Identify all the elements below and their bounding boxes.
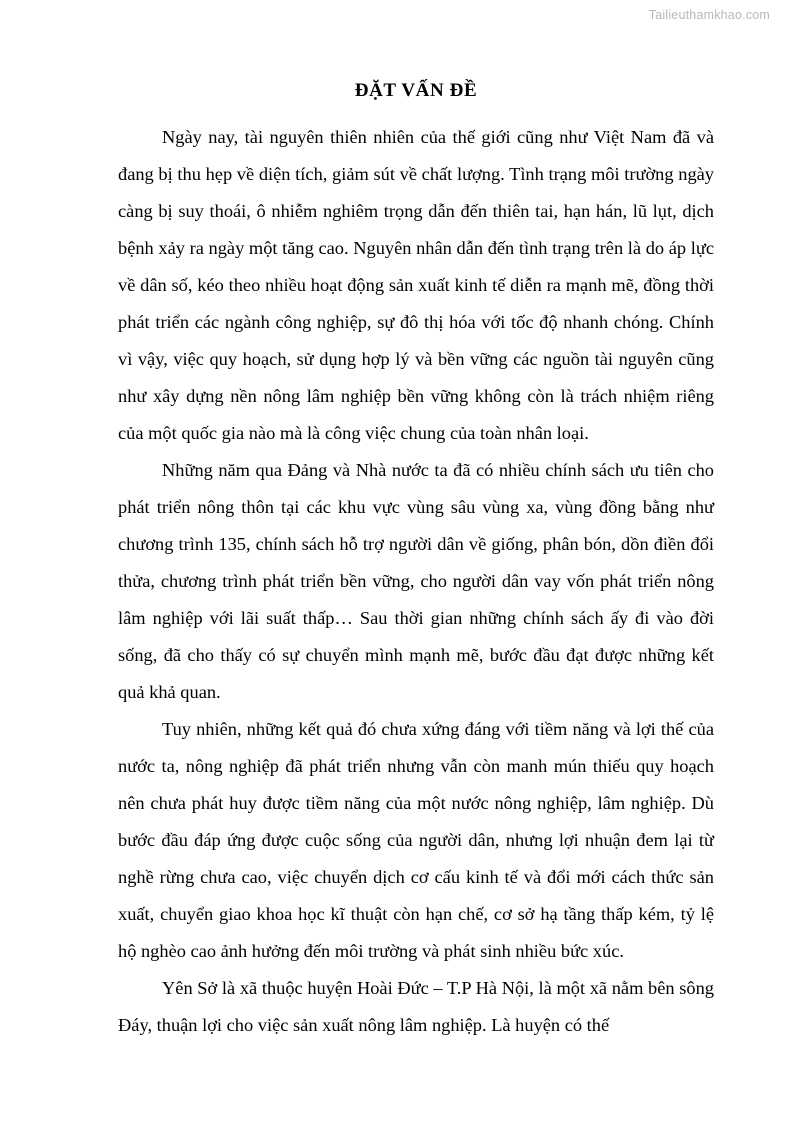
paragraph: Yên Sở là xã thuộc huyện Hoài Đức – T.P Hà Nội, là một xã nằm bên sông Đáy, thuận lợi cho việc sản xuất nông lâm nghiệp. Là huyện có thế (118, 977, 714, 1035)
paragraph: Tuy nhiên, những kết quả đó chưa xứng đáng với tiềm năng và lợi thế của nước ta, nông nghiệp đã phát triển nhưng vẫn còn manh mún thiếu quy hoạch nên chưa phát huy được tiềm năng của một nước nông nghiệp, lâm nghiệp. Dù bước đầu đáp ứng được cuộc sống của người dân, nhưng lợi nhuận đem lại từ nghề rừng chưa cao, việc chuyển dịch cơ cấu kinh tế và đổi mới cách thức sản xuất, chuyển giao khoa học kĩ thuật còn hạn chế, cơ sở hạ tầng thấp kém, tỷ lệ hộ nghèo cao ảnh hưởng đến môi trường và phát sinh nhiều bức xúc. (118, 718, 714, 961)
page-title: ĐẶT VẤN ĐỀ (354, 80, 478, 101)
paragraph: Ngày nay, tài nguyên thiên nhiên của thế giới cũng như Việt Nam đã và đang bị thu hẹp về diện tích, giảm sút về chất lượng. Tình trạng môi trường ngày càng bị suy thoái, ô nhiễm nghiêm trọng dẫn đến thiên tai, hạn hán, lũ lụt, dịch bệnh xảy ra ngày một tăng cao. Nguyên nhân dẫn đến tình trạng trên là do áp lực về dân số, kéo theo nhiều hoạt động sản xuất kinh tế diễn ra mạnh mẽ, đồng thời phát triển các ngành công nghiệp, sự đô thị hóa với tốc độ nhanh chóng. Chính vì vậy, việc quy hoạch, sử dụng hợp lý và bền vững các nguồn tài nguyên cũng như xây dựng nền nông lâm nghiệp bền vững không còn là trách nhiệm riêng của một quốc gia nào mà là công việc chung của toàn nhân loại. (118, 126, 714, 443)
watermark-text: Tailieuthamkhao.com (648, 8, 770, 22)
paragraph: Những năm qua Đảng và Nhà nước ta đã có nhiều chính sách ưu tiên cho phát triển nông thôn tại các khu vực vùng sâu vùng xa, vùng đồng bằng như chương trình 135, chính sách hỗ trợ người dân về giống, phân bón, dồn điền đổi thửa, chương trình phát triển bền vững, cho người dân vay vốn phát triển nông lâm nghiệp với lãi suất thấp… Sau thời gian những chính sách ấy đi vào đời sống, đã cho thấy có sự chuyển mình mạnh mẽ, bước đầu đạt được những kết quả khả quan. (118, 459, 714, 702)
document-body (118, 78, 714, 1044)
